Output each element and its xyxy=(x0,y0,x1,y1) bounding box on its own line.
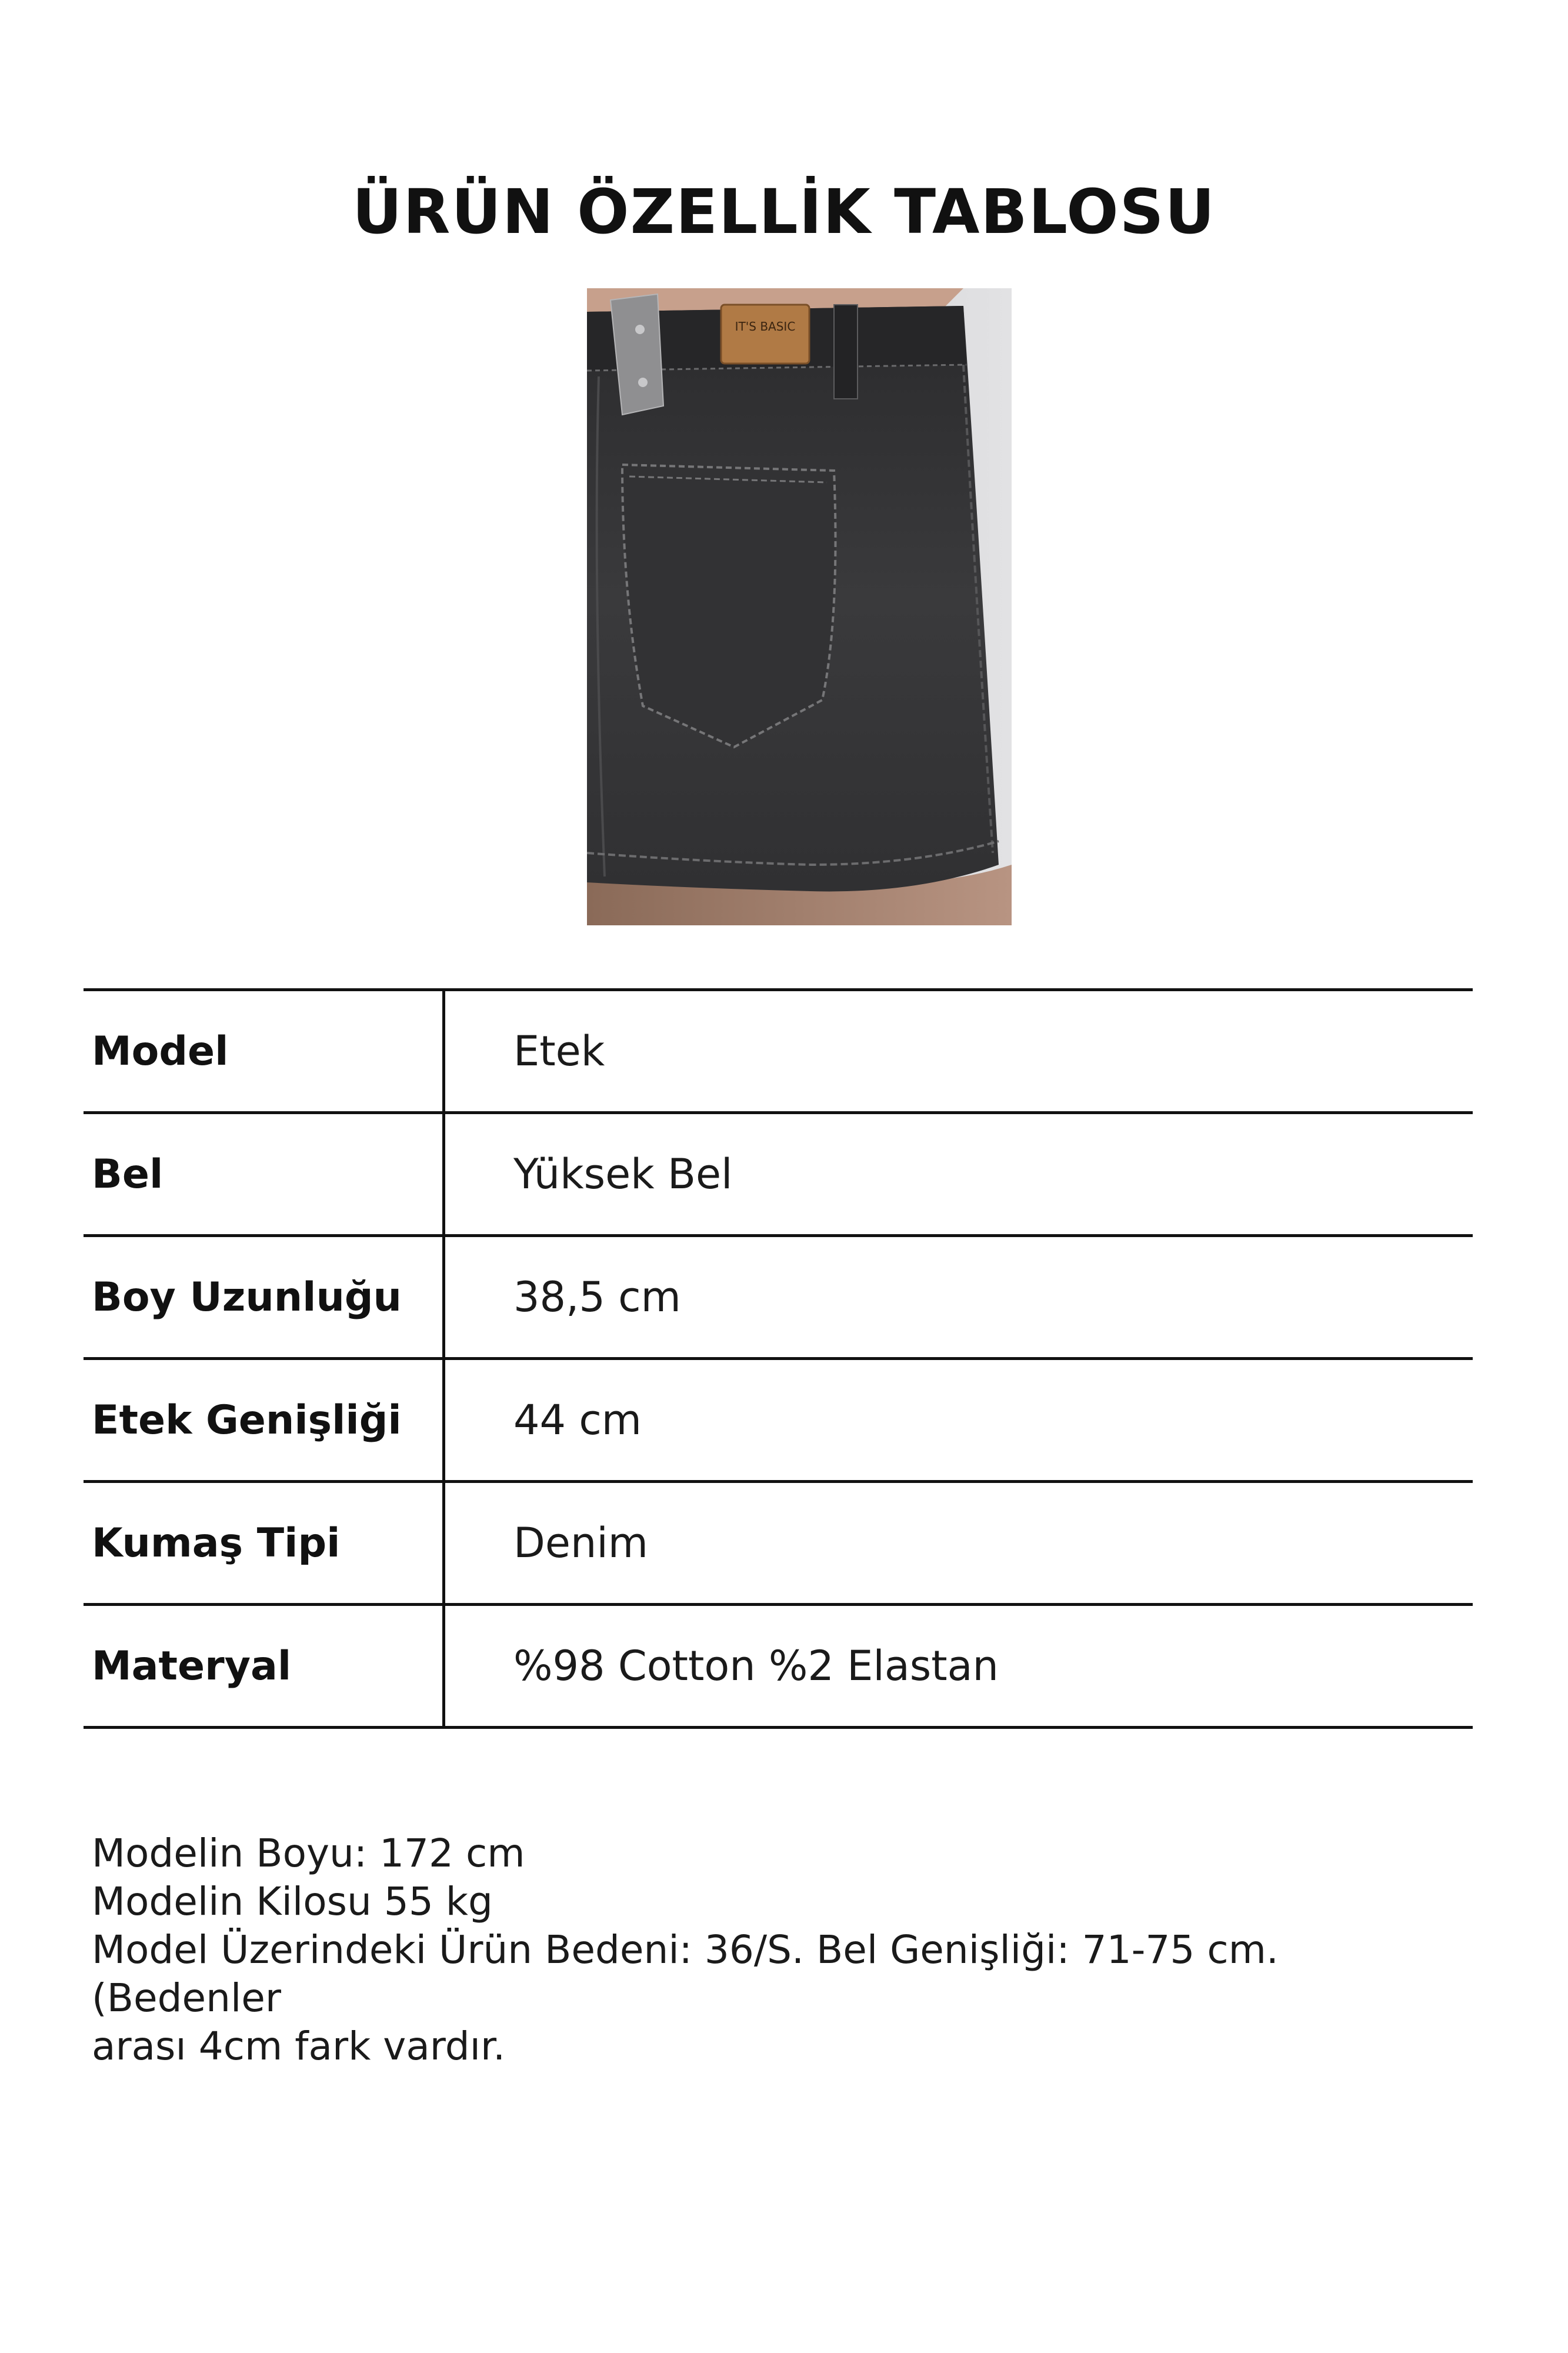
model-weight-note: Modelin Kilosu 55 kg xyxy=(92,1879,493,1924)
model-height-note: Modelin Boyu: 172 cm xyxy=(92,1831,525,1876)
spec-value: 44 cm xyxy=(444,1359,1473,1482)
table-row xyxy=(84,1359,1473,1482)
spec-value: Yüksek Bel xyxy=(444,1113,1473,1236)
model-size-note-continued: arası 4cm fark vardır. xyxy=(92,2024,506,2069)
spec-value: 38,5 cm xyxy=(444,1236,1473,1359)
brand-label-text: IT'S BASIC xyxy=(735,319,796,334)
spec-value: Denim xyxy=(444,1482,1473,1605)
denim-skirt-icon xyxy=(587,288,1012,925)
table-row xyxy=(84,1113,1473,1236)
table-row xyxy=(84,1605,1473,1728)
model-size-note: Model Üzerindeki Ürün Bedeni: 36/S. Bel Genişliği: 71-75 cm. (Bedenler xyxy=(92,1927,1279,2021)
spec-label: Model xyxy=(84,990,444,1113)
spec-label: Boy Uzunluğu xyxy=(84,1236,444,1359)
spec-label: Etek Genişliği xyxy=(84,1359,444,1482)
spec-value: Etek xyxy=(444,990,1473,1113)
spec-label: Materyal xyxy=(84,1605,444,1728)
table-row xyxy=(84,1482,1473,1605)
table-row xyxy=(84,990,1473,1113)
product-photo xyxy=(587,288,1012,925)
spec-label: Kumaş Tipi xyxy=(84,1482,444,1605)
page-title: ÜRÜN ÖZELLİK TABLOSU xyxy=(352,176,1216,248)
table-row xyxy=(84,1236,1473,1359)
spec-label: Bel xyxy=(84,1113,444,1236)
spec-value: %98 Cotton %2 Elastan xyxy=(444,1605,1473,1728)
spec-table xyxy=(84,988,1473,1729)
model-notes xyxy=(92,1829,1480,2071)
